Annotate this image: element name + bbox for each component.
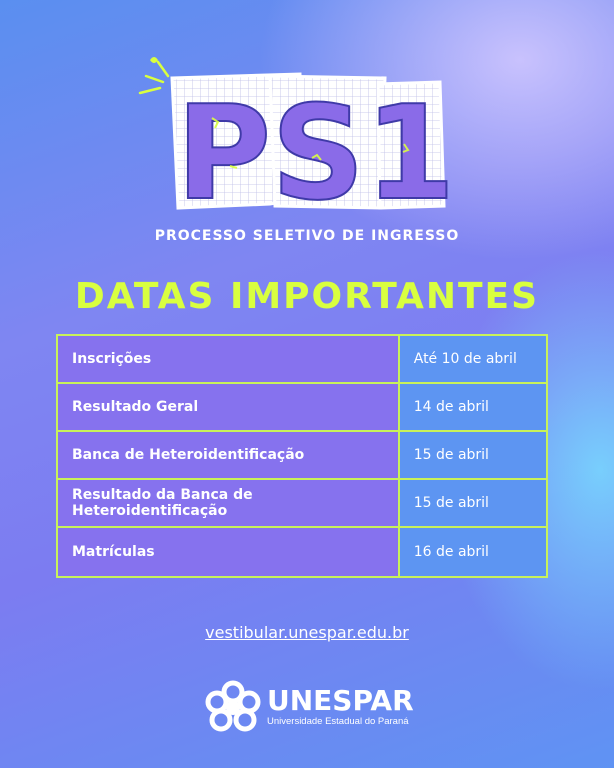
page-title: DATAS IMPORTANTES bbox=[74, 276, 540, 317]
table-row bbox=[57, 383, 547, 431]
unespar-brand bbox=[205, 680, 425, 732]
event-cell: Resultado da Banca de Heteroidentificação bbox=[57, 479, 399, 527]
sparkle-icon bbox=[140, 57, 168, 93]
website-link[interactable]: vestibular.unespar.edu.br bbox=[205, 623, 409, 642]
ps1-logo-graphic bbox=[0, 48, 614, 218]
logo-letters: PS1 bbox=[176, 77, 456, 218]
unespar-flower-icon bbox=[205, 680, 261, 732]
date-cell: 15 de abril bbox=[399, 431, 547, 479]
table-row bbox=[57, 431, 547, 479]
subtitle: PROCESSO SELETIVO DE INGRESSO bbox=[154, 228, 460, 244]
date-cell: Até 10 de abril bbox=[399, 335, 547, 383]
event-cell: Banca de Heteroidentificação bbox=[57, 431, 399, 479]
event-cell: Matrículas bbox=[57, 527, 399, 577]
event-cell: Resultado Geral bbox=[57, 383, 399, 431]
dates-table bbox=[56, 334, 548, 578]
table-row bbox=[57, 479, 547, 527]
table-row bbox=[57, 527, 547, 577]
ps1-logo bbox=[0, 48, 614, 218]
date-cell: 16 de abril bbox=[399, 527, 547, 577]
date-cell: 15 de abril bbox=[399, 479, 547, 527]
website-link-container bbox=[0, 623, 614, 642]
brand-full-name: Universidade Estadual do Paraná bbox=[267, 716, 409, 727]
date-cell: 14 de abril bbox=[399, 383, 547, 431]
event-cell: Inscrições bbox=[57, 335, 399, 383]
table-row bbox=[57, 335, 547, 383]
brand-name: UNESPAR bbox=[267, 684, 414, 717]
